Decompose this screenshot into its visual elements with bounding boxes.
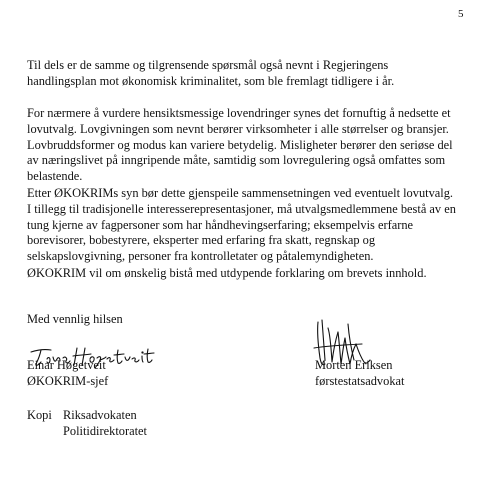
paragraph-line: belastende.	[27, 169, 83, 184]
paragraph-4	[27, 266, 479, 282]
paragraph-1	[27, 58, 479, 90]
paragraph-line: Til dels er de samme og tilgrensende spørsmål også nevnt i Regjeringens	[27, 58, 389, 72]
paragraph-3	[27, 186, 479, 265]
signatory-1	[27, 358, 108, 390]
signatory-title: førstestatsadvokat	[315, 373, 405, 388]
paragraph-line: Lovbruddsformer og modus kan variere betydelig. Misligheter berører den seriøse del	[27, 137, 453, 152]
paragraph-line: av næringslivet på inngripende måte, samtidig som lovregulering også omfattes som	[27, 153, 446, 168]
paragraph-line: I tillegg til tradisjonelle interesserepresentasjoner, må utvalgsmedlemmene bestå av en	[27, 201, 456, 216]
paragraph-line: Med vennlig hilsen	[27, 312, 123, 326]
copy-recipient: Riksadvokaten	[63, 408, 137, 422]
signatory-name: Morten Eriksen	[315, 358, 393, 372]
signatory-2	[315, 358, 404, 390]
paragraph-line: Etter ØKOKRIMs syn bør dette gjenspeile sammensetningen ved eventuelt lovutvalg.	[27, 186, 454, 200]
paragraph-line: tung kjerne av fagpersoner som har håndhevingserfaring; eksempelvis erfarne	[27, 217, 414, 232]
closing-greeting	[27, 312, 479, 328]
copy-label: Kopi	[27, 408, 52, 422]
page-number: 5	[458, 8, 464, 20]
paragraph-line: For nærmere å vurdere hensiktsmessige lovendringer synes det fornuftig å nedsette et	[27, 106, 451, 120]
paragraph-line: lovutvalg. Lovgivningen som nevnt berører virksomheter i alle størrelser og bransjer.	[27, 121, 449, 136]
signatory-name: Einar Høgetveit	[27, 358, 106, 372]
signatory-title: ØKOKRIM-sjef	[27, 373, 109, 388]
paragraph-line: borevisorer, bobestyrere, eksperter med erfaring fra skatt, regnskap og	[27, 233, 376, 248]
paragraph-line: selskapslovgivning, personer fra kontrolletater og påtalemyndigheten.	[27, 249, 374, 264]
copy-recipient: Politidirektoratet	[63, 423, 147, 438]
copy-recipient-list	[63, 408, 147, 440]
paragraph-line: ØKOKRIM vil om ønskelig bistå med utdypende forklaring om brevets innhold.	[27, 266, 427, 280]
paragraph-2	[27, 106, 479, 185]
paragraph-line: handlingsplan mot økonomisk kriminalitet, som ble fremlagt tidligere i år.	[27, 73, 395, 88]
